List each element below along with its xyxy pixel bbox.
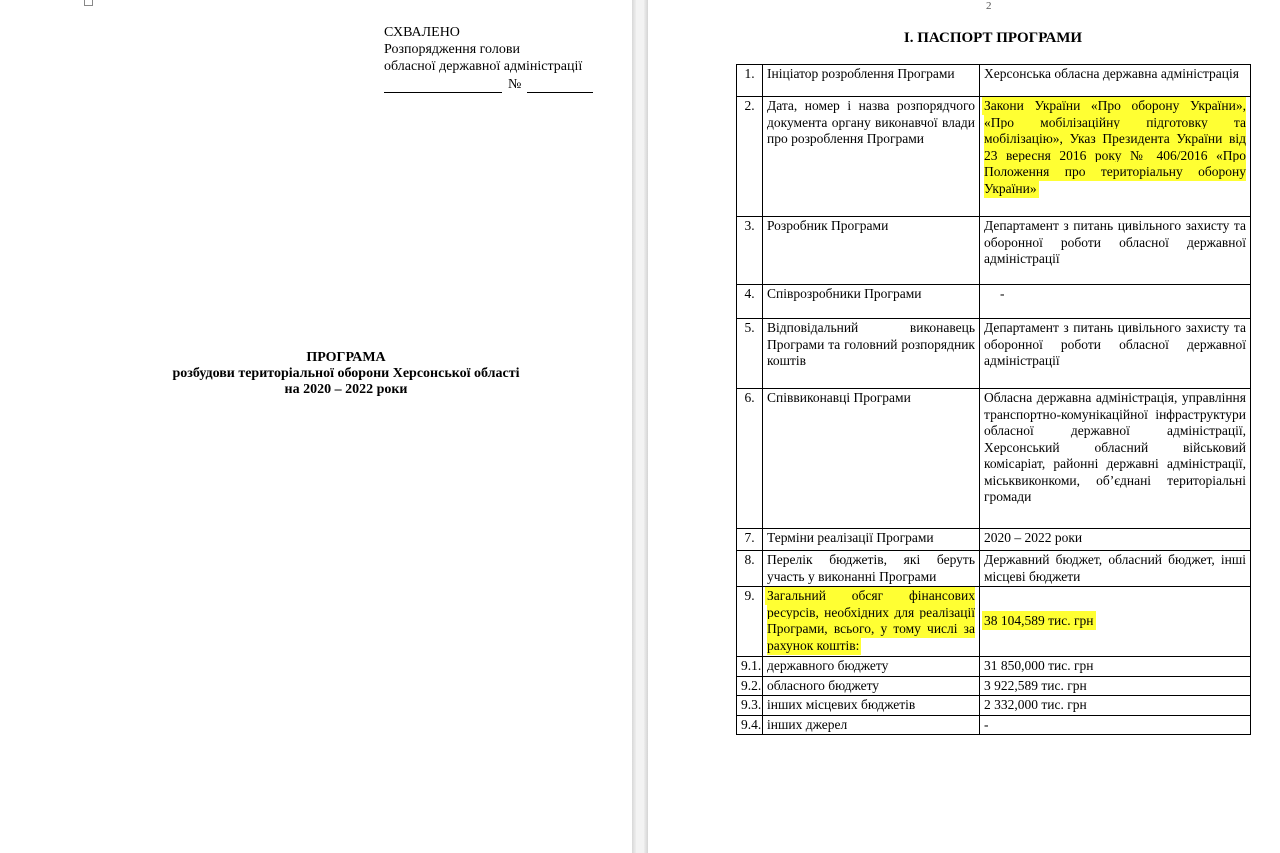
row-label [763, 319, 980, 389]
page-corner-mark [84, 0, 93, 6]
row-value-text: 31 850,000 тис. грн [984, 658, 1094, 673]
row-value [980, 676, 1251, 696]
row-label-text: державного бюджету [767, 658, 889, 673]
row-number: 5. [737, 319, 763, 389]
row-label [763, 587, 980, 657]
row-label-text: Ініціатор розроблення Програми [767, 66, 955, 81]
row-number: 9.4. [737, 715, 763, 735]
page-gutter-shadow [632, 0, 636, 853]
row-value [980, 97, 1251, 217]
page-number: 2 [986, 0, 992, 12]
row-label-text: Дата, номер і назва розпорядчого документа органу виконавчої влади про розроблення Програми [767, 98, 975, 146]
row-label [763, 657, 980, 677]
row-number: 9.1. [737, 657, 763, 677]
table-row [737, 715, 1251, 735]
approval-line-1: СХВАЛЕНО [384, 25, 460, 40]
approval-line-3: обласної державної адміністрації [384, 59, 583, 74]
program-title-line-1: ПРОГРАМА [306, 350, 386, 365]
row-number: 4. [737, 285, 763, 319]
table-row [737, 319, 1251, 389]
passport-heading: І. ПАСПОРТ ПРОГРАМИ [903, 30, 1083, 46]
table-row [737, 65, 1251, 97]
table-row [737, 676, 1251, 696]
row-value-text: Обласна державна адміністрація, управління транспортно-комунікаційної інфраструктури обласної державної адміністрації, Херсонський обласний військовий комісаріат, районні державні адміністрації, міськвиконкоми, об’єднані територіальні громади [984, 390, 1246, 504]
row-value [980, 715, 1251, 735]
row-number: 9.3. [737, 696, 763, 716]
row-value [980, 551, 1251, 587]
row-value [980, 657, 1251, 677]
row-label [763, 389, 980, 529]
row-number: 1. [737, 65, 763, 97]
row-number: 9.2. [737, 676, 763, 696]
table-row [737, 657, 1251, 677]
row-label-text: Розробник Програми [767, 218, 889, 233]
row-value-text: Департамент з питань цивільного захисту та оборонної роботи обласної державної адміністрації [984, 320, 1246, 368]
row-label [763, 715, 980, 735]
table-row [737, 217, 1251, 285]
row-label-text: Співрозробники Програми [767, 286, 922, 301]
approval-line-2: Розпорядження голови [384, 42, 520, 57]
row-number: 7. [737, 529, 763, 551]
row-label-text: Відповідальний виконавець Програми та головний розпорядник коштів [767, 320, 975, 368]
row-label-text: Терміни реалізації Програми [767, 530, 934, 545]
document-page-left [0, 0, 632, 853]
row-value-text: Закони України «Про оборону України», «Про мобілізаційну підготовку та мобілізацію», Указ Президента України від 23 вересня 2016 року № 406/2016 «Про Положення про територіальну оборону України» [984, 98, 1246, 196]
program-title-line-3: на 2020 – 2022 роки [284, 382, 408, 397]
number-sign: № [508, 77, 522, 92]
row-label-text: обласного бюджету [767, 677, 880, 693]
approval-signature-line [384, 76, 624, 93]
table-row [737, 551, 1251, 587]
passport-table [736, 64, 1251, 735]
row-value-text: 2 332,000 тис. грн [984, 697, 1087, 712]
row-value [980, 217, 1251, 285]
row-label [763, 529, 980, 551]
date-blank [384, 79, 502, 93]
program-title-line-2: розбудови територіальної оборони Херсонської області [172, 366, 520, 381]
row-label-text: інших джерел [767, 716, 848, 732]
row-value-text: Департамент з питань цивільного захисту та оборонної роботи обласної державної адміністрації [984, 218, 1246, 266]
table-row [737, 389, 1251, 529]
table-row [737, 529, 1251, 551]
row-number: 9. [737, 587, 763, 657]
row-label [763, 217, 980, 285]
row-label [763, 285, 980, 319]
row-label-text: інших місцевих бюджетів [767, 697, 916, 712]
row-value [980, 696, 1251, 716]
row-label [763, 696, 980, 716]
row-value [980, 65, 1251, 97]
row-value-text: - [1000, 286, 1005, 301]
row-label [763, 65, 980, 97]
row-value-text: 3 922,589 тис. грн [984, 677, 1087, 693]
row-number: 3. [737, 217, 763, 285]
number-blank [527, 79, 593, 93]
row-label [763, 551, 980, 587]
row-number: 2. [737, 97, 763, 217]
table-row [737, 285, 1251, 319]
row-value-text: 38 104,589 тис. грн [984, 613, 1094, 629]
row-label [763, 97, 980, 217]
row-value-text: Державний бюджет, обласний бюджет, інші місцеві бюджети [984, 552, 1246, 584]
row-value [980, 529, 1251, 551]
document-page-right [648, 0, 1280, 853]
row-value [980, 285, 1251, 319]
table-row [737, 696, 1251, 716]
program-title [100, 350, 592, 398]
row-value-text: Херсонська обласна державна адміністрація [984, 66, 1239, 81]
row-value [980, 319, 1251, 389]
row-value [980, 389, 1251, 529]
table-row [737, 97, 1251, 217]
row-label-text: Співвиконавці Програми [767, 390, 911, 405]
approval-block [384, 24, 624, 93]
table-row [737, 587, 1251, 657]
row-value-text: 2020 – 2022 роки [984, 530, 1083, 545]
row-label [763, 676, 980, 696]
row-value [980, 587, 1251, 657]
row-label-text: Загальний обсяг фінансових ресурсів, необхідних для реалізації Програми, всього, у тому числі за рахунок коштів: [767, 588, 975, 653]
row-value-text: - [984, 716, 989, 732]
row-number: 8. [737, 551, 763, 587]
row-number: 6. [737, 389, 763, 529]
row-label-text: Перелік бюджетів, які беруть участь у виконанні Програми [767, 552, 975, 584]
